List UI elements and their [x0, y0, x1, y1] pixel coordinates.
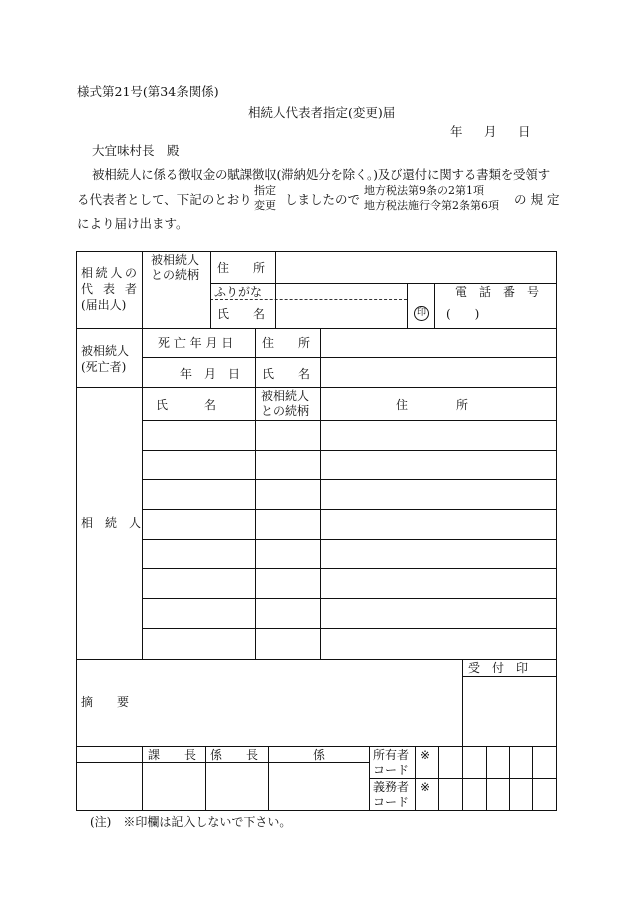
deceased-label-2: (死亡者)	[81, 360, 127, 374]
heirs-relation-header-2: との続柄	[261, 404, 310, 418]
body-line-2c: の 規 定	[514, 192, 560, 207]
footnote: (注) ※印欄は記入しないで下さい。	[90, 815, 292, 829]
choice-designate: 指定	[254, 184, 276, 197]
owner-code-label-1: 所有者	[373, 748, 410, 762]
phone-number-label: 電 話 番 号	[455, 285, 540, 299]
body-line-2a: る代表者として、下記のとおり	[77, 192, 252, 207]
deceased-address-label: 住 所	[262, 336, 311, 350]
form-title: 相続人代表者指定(変更)届	[248, 105, 396, 120]
chief-header: 課 長	[148, 748, 197, 762]
law-reference-2: 地方税法施行令第2条第6項	[364, 199, 499, 212]
body-line-2b: しましたので	[285, 192, 361, 207]
deceased-name-label: 氏 名	[262, 367, 311, 381]
obligor-code-label-2: コード	[373, 795, 410, 809]
obligor-code-label-1: 義務者	[373, 780, 410, 794]
receipt-stamp-label: 受 付 印	[468, 661, 529, 675]
remarks-label: 摘 要	[81, 695, 130, 709]
addressee: 大宜味村長 殿	[92, 143, 180, 158]
choice-change: 変更	[254, 199, 276, 212]
date-year: 年	[450, 124, 463, 139]
representative-label-3: (届出人)	[81, 298, 127, 312]
law-reference-1: 地方税法第9条の2第1項	[364, 184, 484, 197]
death-date-value: 年 月 日	[180, 367, 241, 381]
heirs-relation-header-1: 被相続人	[261, 389, 310, 403]
representative-label-2: 代 表 者	[81, 282, 137, 296]
body-line-3: により届け出ます。	[77, 216, 189, 231]
death-date-label: 死 亡 年 月 日	[158, 336, 234, 350]
body-line-1: 被相続人に係る徴収金の賦課徴収(滞納処分を除く。)及び還付に関する書類を受領す	[92, 167, 550, 182]
staff-header: 係	[313, 748, 326, 762]
owner-code-label-2: コード	[373, 763, 410, 777]
representative-relation-label-2: との続柄	[151, 268, 200, 282]
date-month: 月	[484, 124, 497, 139]
representative-relation-label-1: 被相続人	[151, 253, 200, 267]
deceased-label-1: 被相続人	[81, 344, 130, 358]
owner-code-mark: ※	[420, 748, 431, 762]
form-number: 様式第21号(第34条関係)	[77, 84, 219, 99]
phone-area-code-paren: ( )	[446, 307, 480, 321]
date-day: 日	[518, 124, 531, 139]
seal-mark: 印	[414, 306, 429, 321]
heirs-label: 相 続 人	[81, 516, 142, 530]
heirs-address-header: 住 所	[396, 398, 469, 412]
representative-name-label: 氏 名	[217, 307, 266, 321]
obligor-code-mark: ※	[420, 780, 431, 794]
representative-furigana-label: ふりがな	[214, 285, 263, 299]
subchief-header: 係 長	[210, 748, 259, 762]
representative-address-label: 住 所	[217, 261, 266, 275]
representative-label-1: 相 続 人 の	[81, 266, 137, 280]
heirs-name-header: 氏 名	[156, 398, 217, 412]
